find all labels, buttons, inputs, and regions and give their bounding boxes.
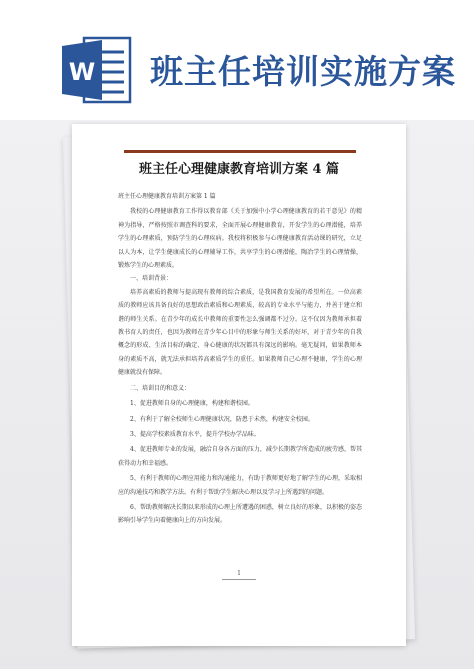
document-title: 班主任心理健康教育培训方案 4 篇 — [138, 162, 340, 177]
page-number-rule — [222, 579, 256, 580]
section-heading: 班主任心理健康教育培训方案第 1 篇 — [118, 193, 216, 200]
paragraph: 培养高素质的教师与提高现有教师的综合素质，是我国教育发展的希望所在。一位高素质的教师应该具备良好的思想政治素质和心理素质，较高的专业水平与能力，并善于建立和谐的师生关系。在青少年的成长中教师的重要性怎么强调都不过分。这不仅因为教师承担着教书育人的责任，也因为教师在青少年心目中的形象与师生关系的好坏，对于青少年的自我概念的形成、生活目标的确定、身心健康的状况都具有深远的影响。毫无疑问，如果教师本身的素质不高，就无法承担培养高素质学生的重任。如果教师自己心理不健康，学生的心理健康就没有保障。 — [118, 288, 362, 377]
subheading: 一、培训背景： — [130, 275, 173, 283]
list-item: 1、促进教师自身的心理健康，构建和谐校园。 — [130, 400, 254, 408]
document-body — [118, 190, 362, 528]
paragraph: 我校的心理健康教育工作得以教育部《关于加强中小学心理健康教育的若干意见》的精神为指导，严格按照市调查科的要求，全面开展心理健康教育，开发学生的心理潜能，培养学生的心理素质，预防学生的心理疾病。我校将积极参与心理健康教育活动课的研究，立足以人为本，让学生健康成长的心理辅导工作，共享学生的心理潜能，陶冶学生的心理情操，锻炼学生的心理素质。 — [118, 208, 362, 270]
word-document-icon — [62, 36, 132, 104]
document-page — [72, 124, 406, 646]
page-number: 1 — [237, 570, 241, 577]
title-rule — [124, 150, 356, 153]
subheading: 二、培训目的和意义： — [130, 384, 191, 392]
list-item: 3、提高学校素质教育水平，提升学校办学品味。 — [130, 430, 260, 438]
list-item: 6、帮助教师解决长期以来形成的心理上所遭遇的困惑，树立良好的形象，以积极的姿态影响引导学生向着健康向上的方向发展。 — [118, 503, 362, 525]
list-item: 2、有利于了解全校师生心理健康状况，防患于未然，构建安全校园。 — [130, 415, 314, 423]
list-item: 4、促进教师专业的发展，融洽自身各方面的压力，减少长期教学所造成的疲劳感，帮其获得动力和幸福感。 — [118, 446, 362, 467]
banner-title: 班主任培训实施方案 — [150, 52, 456, 91]
banner — [0, 0, 474, 120]
word-icon-letter: W — [68, 58, 96, 86]
list-item: 5、有利于教师的心理应用能力和沟通能力，有助于教师更好地了解学生的心理，采取相应的沟通技巧和教学方法。有利于帮助学生解决心理以及学习上所遇到的问题。 — [118, 475, 362, 496]
